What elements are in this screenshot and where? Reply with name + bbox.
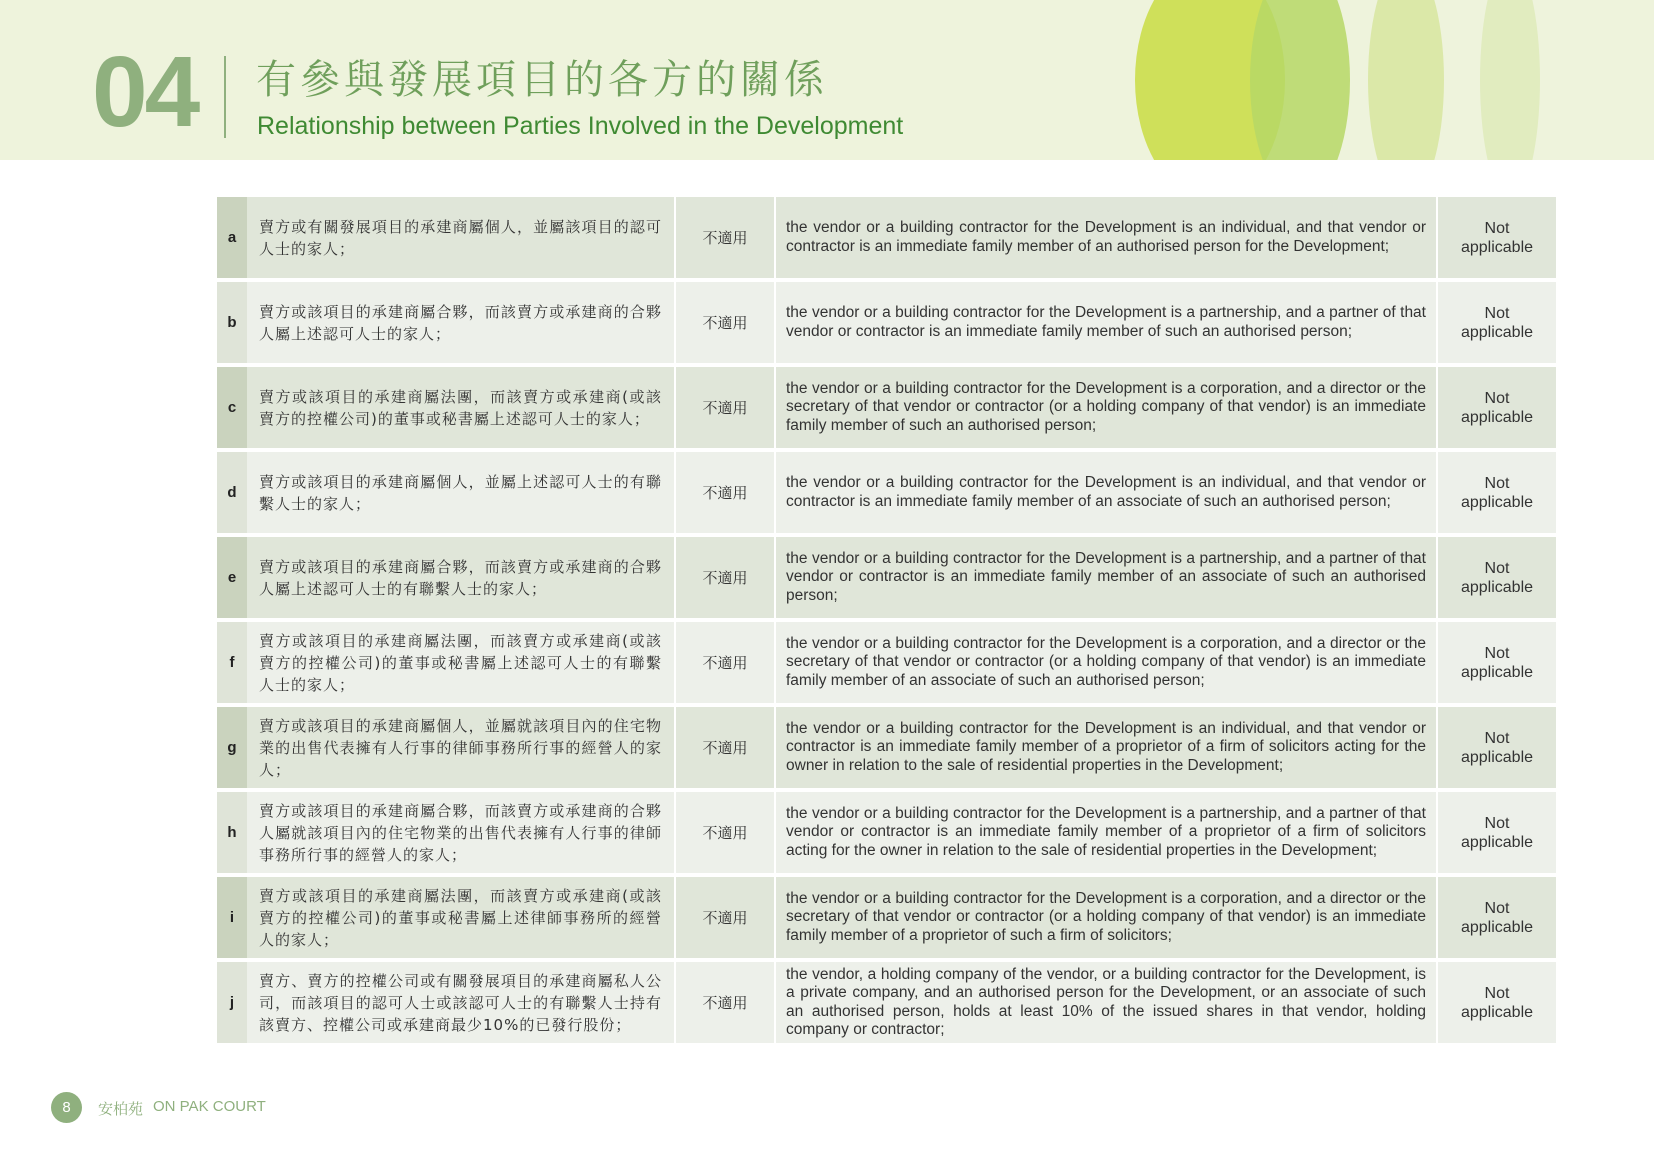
row-letter: h bbox=[217, 792, 247, 877]
table-row bbox=[217, 622, 1556, 707]
chinese-description: 賣方或該項目的承建商屬法團，而該賣方或承建商(或該賣方的控權公司)的董事或秘書屬上述認可人士的有聯繫人士的家人； bbox=[247, 622, 676, 707]
table-row bbox=[217, 792, 1556, 877]
chinese-description: 賣方或該項目的承建商屬合夥，而該賣方或承建商的合夥人屬就該項目內的住宅物業的出售代表擁有人行事的律師事務所行事的經營人的家人； bbox=[247, 792, 676, 877]
page-header bbox=[0, 0, 1654, 160]
applicability-chinese: 不適用 bbox=[676, 877, 776, 962]
applicability-chinese: 不適用 bbox=[676, 197, 776, 282]
chinese-description: 賣方、賣方的控權公司或有關發展項目的承建商屬私人公司，而該項目的認可人士或該認可人士的有聯繫人士持有該賣方、控權公司或承建商最少10%的已發行股份； bbox=[247, 962, 676, 1047]
applicability-english: Not applicable bbox=[1438, 792, 1556, 877]
applicability-chinese: 不適用 bbox=[676, 792, 776, 877]
chinese-description: 賣方或該項目的承建商屬個人，並屬上述認可人士的有聯繫人士的家人； bbox=[247, 452, 676, 537]
table-row bbox=[217, 707, 1556, 792]
title-divider bbox=[224, 56, 226, 138]
applicability-english: Not applicable bbox=[1438, 877, 1556, 962]
table-row bbox=[217, 452, 1556, 537]
table-row bbox=[217, 282, 1556, 367]
applicability-english: Not applicable bbox=[1438, 537, 1556, 622]
applicability-chinese: 不適用 bbox=[676, 537, 776, 622]
table-row bbox=[217, 537, 1556, 622]
english-description: the vendor or a building contractor for the Development is a partnership, and a partner of that vendor or contractor is an immediate family member of such an authorised person; bbox=[776, 282, 1438, 367]
applicability-english: Not applicable bbox=[1438, 622, 1556, 707]
english-description: the vendor, a holding company of the vendor, or a building contractor for the Development, is a private company, and an authorised person for the Development, or an associate of such an authorised person, holds at least 10% of the issued shares in that vendor, holding company or contractor; bbox=[776, 962, 1438, 1047]
applicability-english: Not applicable bbox=[1438, 367, 1556, 452]
applicability-chinese: 不適用 bbox=[676, 622, 776, 707]
relationship-table bbox=[217, 197, 1556, 1047]
english-description: the vendor or a building contractor for the Development is a corporation, and a director or the secretary of that vendor or contractor (or a holding company of that vendor) is an immediate family member of such an authorised person; bbox=[776, 367, 1438, 452]
chinese-description: 賣方或該項目的承建商屬合夥，而該賣方或承建商的合夥人屬上述認可人士的家人； bbox=[247, 282, 676, 367]
page-title-chinese: 有參與發展項目的各方的關係 bbox=[256, 57, 828, 103]
row-letter: d bbox=[217, 452, 247, 537]
table-row bbox=[217, 962, 1556, 1047]
row-letter: b bbox=[217, 282, 247, 367]
table-row bbox=[217, 197, 1556, 282]
row-letter: a bbox=[217, 197, 247, 282]
applicability-chinese: 不適用 bbox=[676, 367, 776, 452]
chinese-description: 賣方或該項目的承建商屬法團，而該賣方或承建商(或該賣方的控權公司)的董事或秘書屬上述律師事務所的經營人的家人； bbox=[247, 877, 676, 962]
row-letter: g bbox=[217, 707, 247, 792]
decorative-leaf-shape bbox=[1368, 0, 1444, 160]
decorative-leaf-shape bbox=[1250, 0, 1350, 160]
table-row bbox=[217, 877, 1556, 962]
applicability-english: Not applicable bbox=[1438, 282, 1556, 367]
english-description: the vendor or a building contractor for the Development is a partnership, and a partner of that vendor or contractor is an immediate family member of a proprietor of a firm of solicitors acting for the owner in relation to the sale of residential properties in the Development; bbox=[776, 792, 1438, 877]
applicability-english: Not applicable bbox=[1438, 197, 1556, 282]
english-description: the vendor or a building contractor for the Development is a partnership, and a partner of that vendor or contractor is an immediate family member of an associate of such an authorised person; bbox=[776, 537, 1438, 622]
applicability-chinese: 不適用 bbox=[676, 452, 776, 537]
decorative-leaf-shape bbox=[1480, 0, 1540, 160]
chinese-description: 賣方或有關發展項目的承建商屬個人，並屬該項目的認可人士的家人； bbox=[247, 197, 676, 282]
chapter-number: 04 bbox=[92, 36, 198, 148]
table-row bbox=[217, 367, 1556, 452]
english-description: the vendor or a building contractor for the Development is an individual, and that vendor or contractor is an immediate family member of an authorised person for the Development; bbox=[776, 197, 1438, 282]
row-letter: i bbox=[217, 877, 247, 962]
page-title-english: Relationship between Parties Involved in the Development bbox=[257, 112, 904, 140]
applicability-english: Not applicable bbox=[1438, 707, 1556, 792]
applicability-chinese: 不適用 bbox=[676, 707, 776, 792]
english-description: the vendor or a building contractor for the Development is a corporation, and a director or the secretary of that vendor or contractor (or a holding company of that vendor) is an immediate family member of a proprietor of such a firm of solicitors; bbox=[776, 877, 1438, 962]
page-number-badge: 8 bbox=[51, 1092, 82, 1123]
english-description: the vendor or a building contractor for the Development is a corporation, and a director or the secretary of that vendor or contractor (or a holding company of that vendor) is an immediate family member of an associate of such an authorised person; bbox=[776, 622, 1438, 707]
footer-development-name-chinese: 安柏苑 bbox=[98, 1100, 144, 1118]
row-letter: j bbox=[217, 962, 247, 1047]
chinese-description: 賣方或該項目的承建商屬個人，並屬就該項目內的住宅物業的出售代表擁有人行事的律師事務所行事的經營人的家人； bbox=[247, 707, 676, 792]
english-description: the vendor or a building contractor for the Development is an individual, and that vendor or contractor is an immediate family member of an associate of such an authorised person; bbox=[776, 452, 1438, 537]
applicability-english: Not applicable bbox=[1438, 452, 1556, 537]
applicability-chinese: 不適用 bbox=[676, 962, 776, 1047]
row-letter: c bbox=[217, 367, 247, 452]
chinese-description: 賣方或該項目的承建商屬合夥，而該賣方或承建商的合夥人屬上述認可人士的有聯繫人士的家人； bbox=[247, 537, 676, 622]
applicability-english: Not applicable bbox=[1438, 962, 1556, 1047]
applicability-chinese: 不適用 bbox=[676, 282, 776, 367]
chinese-description: 賣方或該項目的承建商屬法團，而該賣方或承建商(或該賣方的控權公司)的董事或秘書屬上述認可人士的家人； bbox=[247, 367, 676, 452]
row-letter: f bbox=[217, 622, 247, 707]
row-letter: e bbox=[217, 537, 247, 622]
english-description: the vendor or a building contractor for the Development is an individual, and that vendor or contractor is an immediate family member of a proprietor of a firm of solicitors acting for the owner in relation to the sale of residential properties in the Development; bbox=[776, 707, 1438, 792]
footer-development-name-english: ON PAK COURT bbox=[153, 1098, 266, 1115]
